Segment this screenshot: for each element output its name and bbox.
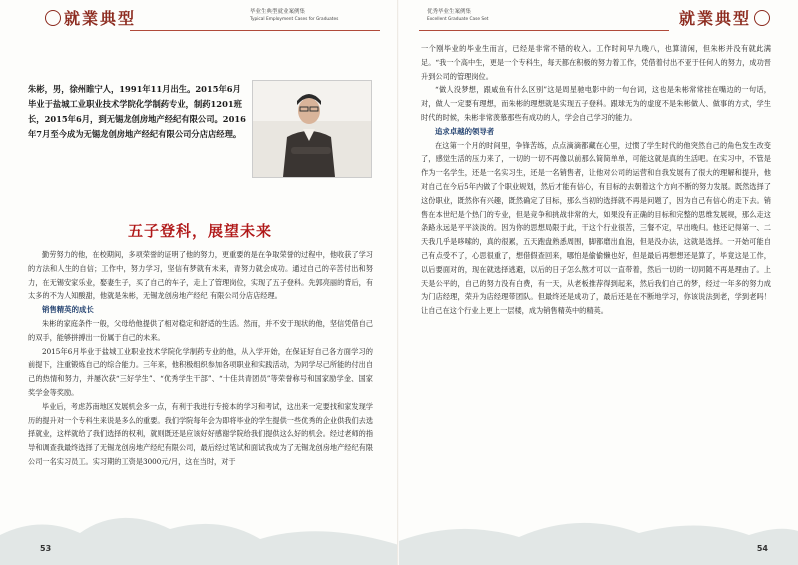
- paragraph: 在这第一个月的时间里，争锋苦练，点点滴滴都藏在心里，过惯了学生时代的他突然自己的角色发生改变了，感觉生活的压力来了，一切的一切不再像以前那么简简单单，可能这就是真的生活吧。在实习中，不管是作为一名学生，还是一名实习生，还是一名销售者，让他对公司的运营和自我发展有了很大的理解和提升，他对自己在今后5年内做了个职业规划，然后才能有信心，有目标的去朝着这个方向不断的努力发展。既然选择了这份职业，既然你有兴趣，既然确定了目标，那么当初的选择就不再是问题了，因为自己有信心的走下去。销售在本世纪是个热门的专业，但是竞争和挑战非常的大，如果没有正确的目标和完整的思维发展规，那么走这条路永远是平平淡淡的。因为你的思想局限于此，干这个行业很苦，三餐不定，早出晚归。他还记得第一、二天我几乎是哆嗦的，真的很累，五天跑盘熟悉周围，脚都磨出血泡，但是没办法，这就是选择。一开始可能自己有点受不了，心思很重了，想借假查回来，哪怕是偷偷懒也好，但是最后再想想还是算了，毕竟这是工作，以后要面对的，现在就选择逃避，以后的日子怎么熬才可以一直带着，然后一切的一切同随不再是理由了。上天是公平的，自己的努力没有白费，有一天，从老板推荐得到起来，然后我们自己的梦，经过一年多的努力成为门店经理，荣升为店经理带团队。但最终还是成功了，最后还是在不断地学习，你该说法到老，学到老吗！让自己在这个行业上更上一层楼，成为销售精英中的精英。: [421, 140, 771, 316]
- running-header-right: [427, 9, 488, 23]
- paragraph: 朱彬的家庭条件一般，父母给他提供了相对稳定和舒适的生活。然而，并不安于现状的他，坚信凭借自己的双手，能够拼搏出一份属于自己的未来。: [28, 318, 373, 342]
- header-rule: [130, 30, 380, 31]
- ink-landscape-decoration: [399, 495, 798, 565]
- brand-title-right: 就業典型: [679, 6, 773, 29]
- article-title: 五子登科，展望未来: [127, 222, 272, 240]
- paragraph: 2015年6月毕业于盐城工业职业技术学院化学制药专业的他，从入学开始，在保证好自己各方面学习的前提下，注重锻炼自己的综合能力。三年来，他积极组织参加各项职业和实践活动，为同学尽己所能的付出自己的热情和努力，并屡次获“三好学生”、“优秀学生干部”、“十佳共青团员”等荣誉称号和国家励学金、国家奖学金等奖励。: [28, 346, 374, 397]
- paragraph: 一个刚毕业的毕业生而言，已经是非常不错的收入。工作时间早九晚八，也算清闲，但朱彬并没有就此满足。“我一个高中生，更是一个专科生，每天都在积极的努力着工作，凭借着付出不亚于任何人的努力，成功晋升到公司的管理岗位。: [421, 44, 771, 81]
- right-page: [399, 0, 798, 565]
- running-header-left: [250, 9, 338, 23]
- seal-icon: [754, 10, 770, 26]
- header-rule: [419, 30, 669, 31]
- paragraph: 勤劳努力的他，在校期间，多项荣誉的证明了他的努力，更重要的是在争取荣誉的过程中，他收获了学习的方法和人生的自信；工作中，努力学习，坚信有梦就有未来，青努力就会成功。通过自己的辛苦付出和努力，在无锡安家乐业，娶妻生子，买了自己的车子，走上了管理岗位，实现了五子登科。先郭亮丽的背后，有太多的不为人知酸甜，他就是朱彬，无锡龙创房地产经纪 有限公司分店店经理。: [28, 250, 374, 301]
- seal-icon: [45, 10, 61, 26]
- section-subheading: 销售精英的成长: [42, 305, 94, 315]
- ink-landscape-decoration: [0, 495, 399, 565]
- brand-title-left: 就業典型: [42, 6, 136, 29]
- left-body: [28, 248, 373, 469]
- header-en: Typical Employment Cases for Graduates: [250, 17, 339, 22]
- section-subheading: 追求卓越的领导者: [435, 126, 495, 136]
- header-cn: 优秀毕业生案例集: [427, 9, 472, 15]
- page-number-right: 54: [756, 544, 768, 553]
- header-en: Excellent Graduate Case Set: [427, 17, 489, 22]
- portrait-photo: [252, 80, 372, 178]
- profile-intro: 朱彬，男，徐州睢宁人，1991年11月出生。2015年6月毕业于盐城工业职业技术学院化学制药专业，制药1201班长，2015年6月，到无锡龙创房地产经纪有限公司。2016年7月至今成为无锡龙创房地产经纪有限公司分店店经理。: [28, 84, 246, 139]
- paragraph: 毕业后，考虑苏南地区发展机会多一点，有利于我进行专接本的学习和考试，这出来一定要找和家发现学历的提升对一个专科生来说是多么的重要。我们学院每年会为即将毕业的学生提供一些优秀的企业供我们去选择就业，这样就给了我们选择的权利，就则既还是应该好好感谢学院给我们提供这么好的机会。经过老师的指导和调查我最终选择了无锡龙创房地产经纪有限公司，最后经过笔试和面试我成为了无锡龙创房地产经纪有限公司一名实习员工。实习期的工资是3000元/月，这在当时，对于: [28, 401, 374, 466]
- page-number-left: 53: [40, 544, 52, 553]
- paragraph: “做人没梦想，跟咸鱼有什么区别”这是周星驰电影中的一句台词，这也是朱彬常常挂在嘴边的一句话，对，做人一定要有理想，而朱彬的理想就是实现五子登科。跟球无为的虚度不是朱彬做人、做事的方式，学生时代的时候，朱彬非常羡慕那些有成功的人，学会自己学习的能力。: [421, 85, 771, 122]
- person-illustration: [253, 81, 371, 177]
- header-cn: 毕业生典型就业案例集: [250, 9, 306, 15]
- right-body: [421, 42, 771, 318]
